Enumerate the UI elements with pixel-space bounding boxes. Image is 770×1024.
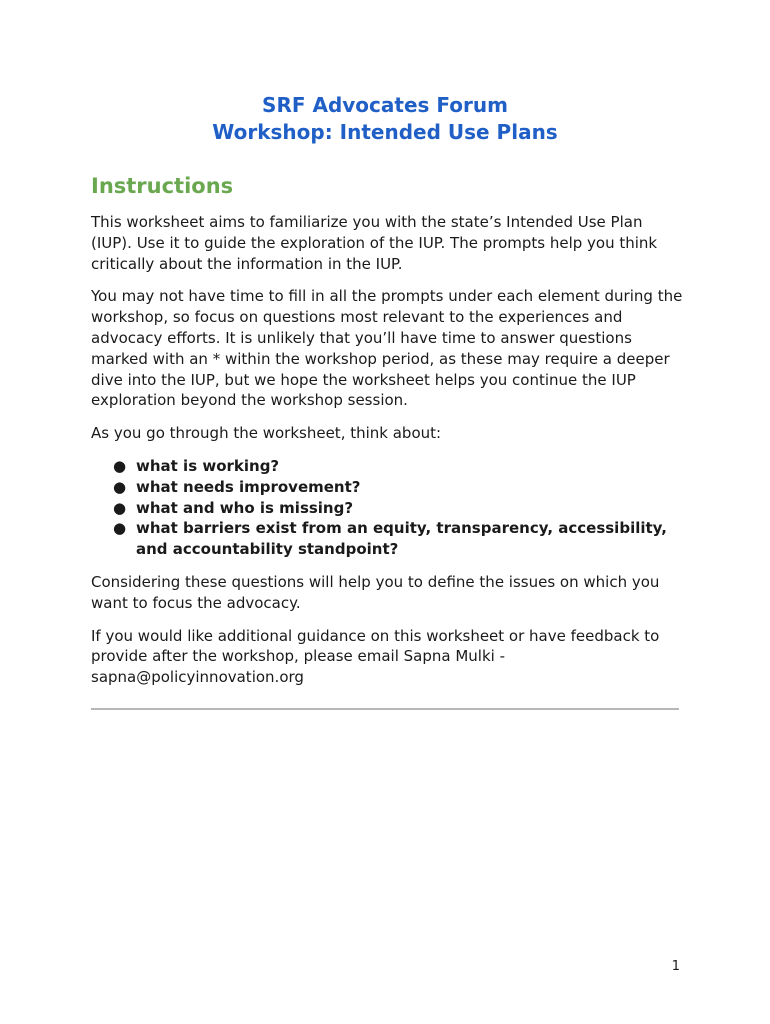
list-item (91, 498, 683, 519)
title-line-forum: SRF Advocates Forum (262, 93, 508, 117)
list-item (91, 477, 683, 498)
page-number: 1 (671, 959, 680, 974)
list-item (91, 456, 683, 477)
paragraph-worksheet-aims: This worksheet aims to familiarize you with the state’s Intended Use Plan (IUP). Use it to guide the exploration of the IUP. The prompts help you think critically about the information in the IUP. (91, 213, 658, 273)
bullet-icon: ● (113, 456, 127, 475)
title-line-workshop: Workshop: Intended Use Plans (212, 120, 558, 144)
document-title (0, 92, 770, 146)
paragraph-time-note: You may not have time to fill in all the prompts under each element during the workshop, so focus on questions most relevant to the experiences and advocacy efforts. It is unlikely that you’ll have time to answer questions marked with an * within the workshop period, as these may require a deeper dive into the IUP, but we hope the worksheet helps you continue the IUP exploration beyond the workshop session. (91, 287, 683, 410)
instructions-section (91, 172, 683, 700)
list-item-text: what needs improvement? (136, 477, 361, 496)
list-item-text: what barriers exist from an equity, transparency, accessibility, and accountability standpoint? (136, 519, 667, 559)
bullet-icon: ● (113, 477, 127, 496)
list-item (91, 518, 683, 560)
paragraph-define-issues: Considering these questions will help you to define the issues on which you want to focus the advocacy. (91, 572, 660, 612)
list-item-text: what is working? (136, 456, 280, 475)
list-item-text: what and who is missing? (136, 498, 354, 517)
question-list (91, 456, 683, 560)
section-heading-instructions: Instructions (91, 174, 234, 198)
paragraph-contact: If you would like additional guidance on this worksheet or have feedback to provide after the workshop, please email Sapna Mulki - sapna@policyinnovation.org (91, 626, 660, 687)
bullet-icon: ● (113, 498, 127, 517)
horizontal-divider (91, 708, 679, 710)
paragraph-think-about: As you go through the worksheet, think about: (91, 424, 442, 443)
bullet-icon: ● (113, 519, 127, 538)
